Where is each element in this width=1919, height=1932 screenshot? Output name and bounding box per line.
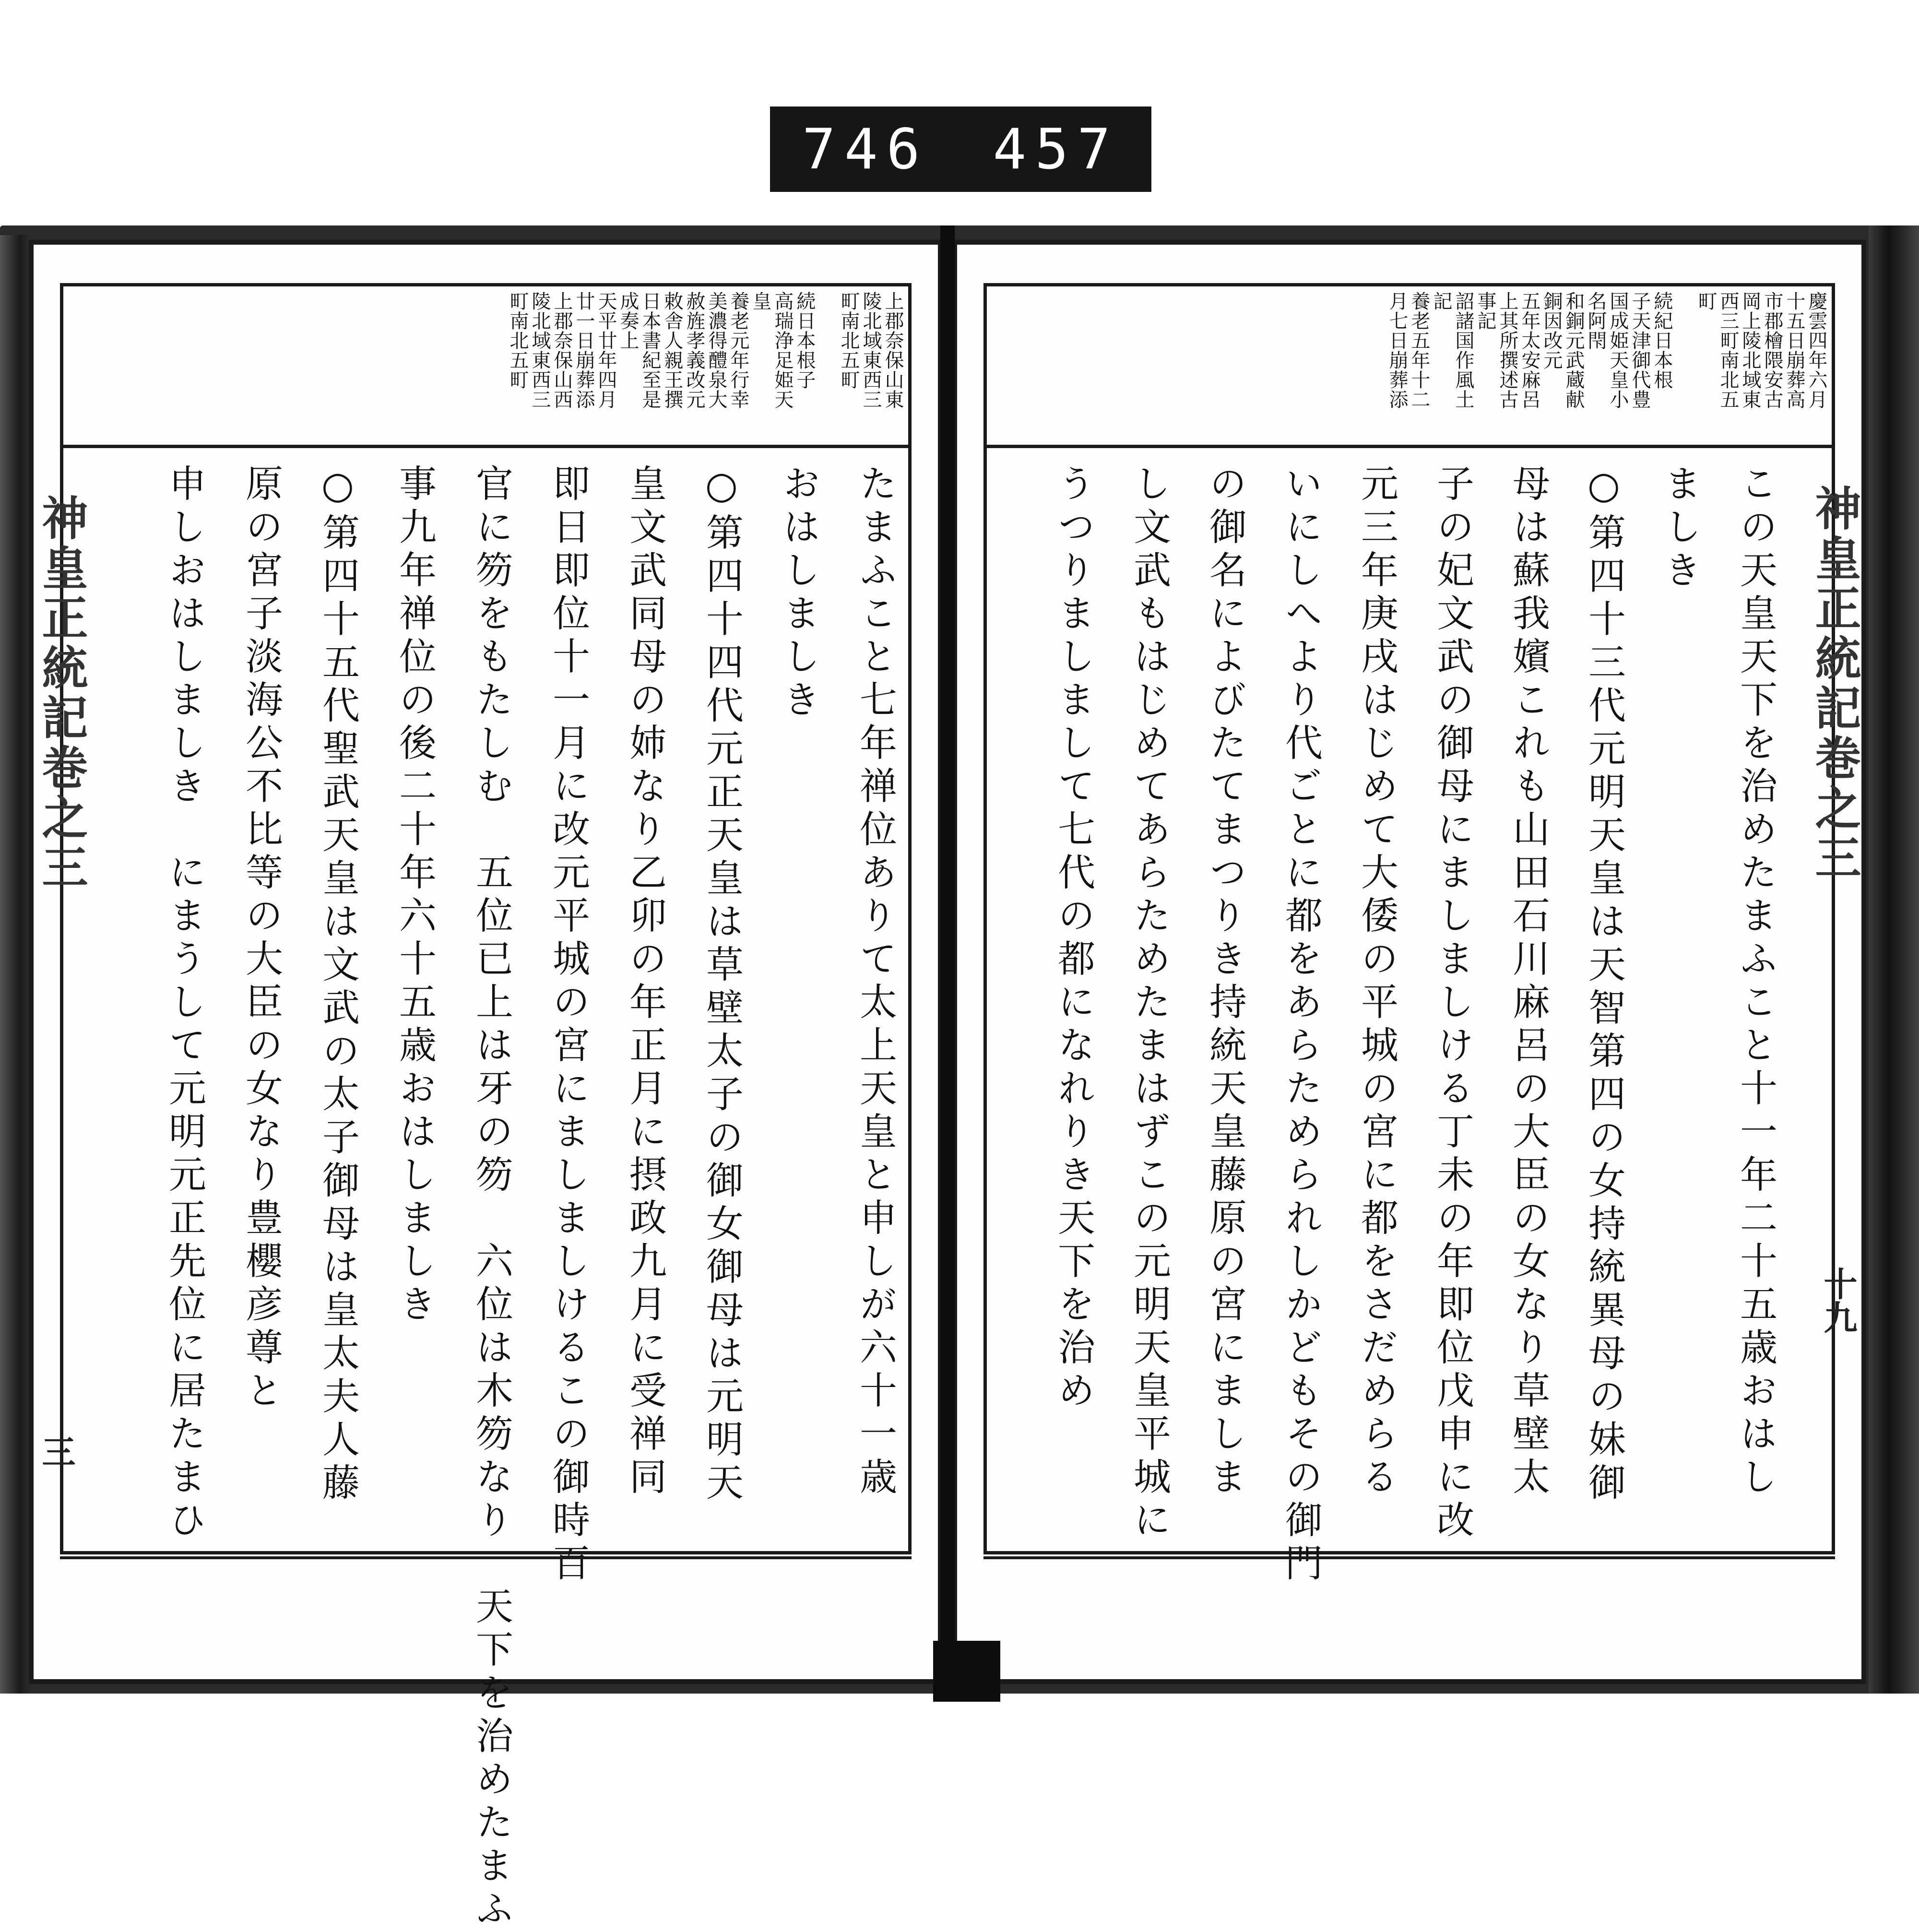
text-column: おはしましき <box>777 464 820 723</box>
note-line: 敕舎人親王撰 <box>661 291 683 409</box>
note-line: 上其所撰述古 <box>1496 291 1518 409</box>
catalog-label <box>770 107 1151 192</box>
note-line: 月七日崩葬添 <box>1386 291 1408 409</box>
text-column: 元三年庚戌はじめて大倭の平城の宮に都をさだめらる <box>1355 464 1398 1500</box>
right-page <box>952 240 1866 1684</box>
right-page-frame <box>983 283 1835 1587</box>
catalog-number-left: 746 <box>802 117 929 182</box>
note-line: 美濃得醴泉大 <box>705 291 727 409</box>
right-page-title: 神皇正統記巻之三 <box>1808 485 1862 884</box>
text-column: 皇文武同母の姉なり乙卯の年正月に摂政九月に受禅同 <box>623 464 666 1500</box>
note-line: 詔諸国作風土 <box>1452 291 1474 409</box>
note-line: 和銅元武蔵献 <box>1563 291 1585 409</box>
text-column: 申しおはしましき にまうして元明元正先位に居たまひ <box>163 464 206 1543</box>
note-line: 記 <box>1430 291 1452 311</box>
text-column: 原の宮子淡海公不比等の大臣の女なり豊櫻彦尊と <box>239 464 283 1414</box>
book-edge-right <box>1869 225 1919 1694</box>
text-column: の御名によびたてまつりき持統天皇藤原の宮にましま <box>1203 464 1246 1500</box>
text-column: 母は蘇我嬪これも山田石川麻呂の大臣の女なり草壁太 <box>1506 464 1550 1500</box>
note-line: 町南北五町 <box>507 291 529 390</box>
left-page-bottom-margin <box>60 1556 912 1636</box>
note-line: 事記 <box>1474 291 1496 331</box>
note-line: 慶雲四年六月 <box>1805 291 1827 409</box>
text-column: 即日即位十一月に改元平城の宮にましましけるこの御時百 <box>546 464 590 1587</box>
note-line: 養老五年十二 <box>1408 291 1430 409</box>
note-line: 続日本根子 <box>794 291 816 390</box>
text-column: うつりましまして七代の都になれりき天下を治め <box>1052 464 1095 1414</box>
note-line: 続紀日本根 <box>1651 291 1673 390</box>
left-page-frame <box>60 283 912 1932</box>
right-page-leaf-number: 十九 <box>1818 1267 1858 1334</box>
note-line: 五年太安麻呂 <box>1518 291 1540 409</box>
open-book <box>0 225 1919 1932</box>
book-edge-left <box>0 235 29 1694</box>
text-column: ○第四十四代元正天皇は草壁太子の御女御母は元明天 <box>700 464 743 1506</box>
note-line: 名阿閇 <box>1585 291 1607 350</box>
note-line: 廿一日崩葬添 <box>573 291 595 409</box>
text-column: ましき <box>1658 464 1701 593</box>
book-spine <box>933 1641 1000 1702</box>
text-column: たまふこと七年禅位ありて太上天皇と申しが六十一歳 <box>853 464 897 1500</box>
left-page-title: 神皇正統記巻之三 <box>35 494 89 893</box>
note-line: 十五日崩葬高 <box>1783 291 1805 409</box>
note-line: 赦旌孝義改元 <box>683 291 705 409</box>
note-line: 町 <box>1695 291 1717 311</box>
right-page-notes <box>987 286 1832 448</box>
note-line: 天平廿年四月 <box>595 291 617 409</box>
catalog-number-right: 457 <box>993 117 1119 182</box>
text-column: し文武もはじめてあらためたまはずこの元明天皇平城に <box>1127 464 1171 1543</box>
note-line: 岡上陵北域東 <box>1739 291 1761 409</box>
note-line: 日本書紀至是 <box>639 291 661 409</box>
right-page-bottom-margin <box>983 1556 1835 1636</box>
note-line: 上郡奈保山東 <box>882 291 904 409</box>
text-column: この天皇天下を治めたまふこと十一年二十五歳おはし <box>1734 464 1777 1500</box>
note-line: 陵北域東西三 <box>860 291 882 409</box>
note-line: 上郡奈保山西 <box>551 291 573 409</box>
book-gutter <box>940 225 955 1702</box>
text-column: 官に笏をもたしむ 五位已上は牙の笏 六位は木笏なり 天下を治めたまふ <box>470 464 513 1932</box>
note-line: 養老元年行幸 <box>727 291 749 409</box>
note-line: 陵北域東西三 <box>529 291 551 409</box>
note-line: 子天津御代豊 <box>1629 291 1651 409</box>
note-line: 西三町南北五 <box>1717 291 1739 409</box>
note-line: 町南北五町 <box>838 291 860 390</box>
note-line: 高瑞浄足姫天 <box>771 291 794 409</box>
text-column: 事九年禅位の後二十年六十五歳おはしましき <box>393 464 436 1328</box>
text-column: ○第四十五代聖武天皇は文武の太子御母は皇太夫人藤 <box>316 464 359 1506</box>
note-line: 銅因改元 <box>1540 291 1563 370</box>
note-line: 国成姫天皇小 <box>1607 291 1629 409</box>
note-line: 成奏上 <box>617 291 639 350</box>
text-column: ○第四十三代元明天皇は天智第四の女持統異母の妹御 <box>1582 464 1625 1506</box>
left-page-notes <box>63 286 908 448</box>
text-column: 子の妃文武の御母にましましける丁未の年即位戊申に改 <box>1431 464 1474 1543</box>
note-line: 市郡檜隈安古 <box>1761 291 1783 409</box>
note-line: 皇 <box>749 291 771 311</box>
text-column: いにしへより代ごとに都をあらためられしかどもその御門 <box>1279 464 1322 1587</box>
left-page-leaf-number: 三 <box>36 1434 76 1468</box>
left-page <box>29 240 943 1932</box>
